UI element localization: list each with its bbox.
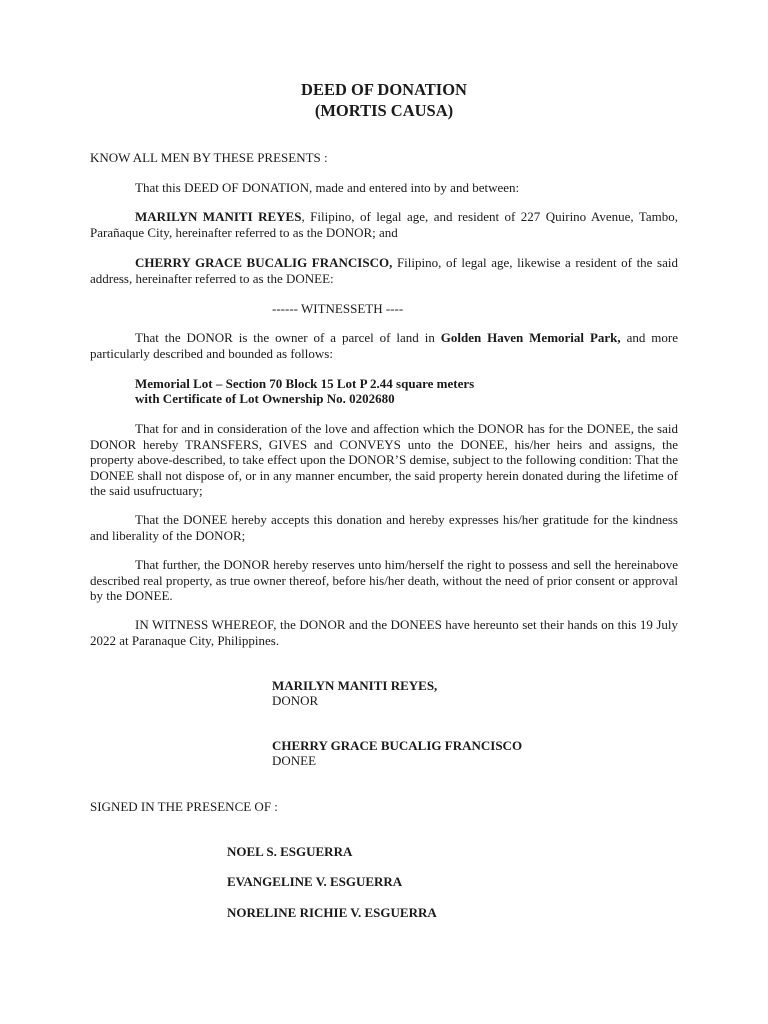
witnesseth-heading: ------ WITNESSETH ---- bbox=[272, 301, 404, 316]
witness-whereof-text: IN WITNESS WHEREOF, the DONOR and the DONEES have hereunto set their hands on this 19 July 2022 at Paranaque City, Philippines. bbox=[90, 617, 678, 648]
donee-paragraph bbox=[90, 255, 678, 286]
donee-text: Filipino, of legal age, likewise a resident of the said address, hereinafter referred to as the DONEE: bbox=[90, 255, 678, 286]
witness-name: NOEL S. ESGUERRA bbox=[227, 844, 353, 859]
acceptance-paragraph bbox=[90, 512, 678, 543]
ownership-text: That the DONOR is the owner of a parcel of land in bbox=[135, 330, 441, 345]
reservation-paragraph bbox=[90, 557, 678, 604]
signature-donor-role: DONOR bbox=[272, 693, 319, 708]
donor-paragraph bbox=[90, 209, 678, 240]
donor-name: MARILYN MANITI REYES bbox=[135, 209, 302, 224]
document-title: DEED OF DONATION bbox=[301, 80, 467, 99]
witness-name: EVANGELINE V. ESGUERRA bbox=[227, 874, 403, 889]
acceptance-text: That the DONEE hereby accepts this donation and hereby expresses his/her gratitude for the kindness and liberality of the DONOR; bbox=[90, 512, 678, 543]
document-subtitle: (MORTIS CAUSA) bbox=[314, 101, 454, 120]
signature-donee-name: CHERRY GRACE BUCALIG FRANCISCO bbox=[272, 738, 523, 753]
witness-name: NORELINE RICHIE V. ESGUERRA bbox=[227, 905, 437, 920]
reservation-text: That further, the DONOR hereby reserves unto him/herself the right to possess and sell the hereinabove described real property, as true owner thereof, before his/her death, without the need of prior consent or approval by the DONEE. bbox=[90, 557, 678, 603]
donee-name: CHERRY GRACE BUCALIG FRANCISCO, bbox=[135, 255, 393, 270]
signed-in-presence-line: SIGNED IN THE PRESENCE OF : bbox=[90, 799, 278, 814]
transfer-text: That for and in consideration of the love and affection which the DONOR has for the DONEE, the said DONOR hereby TRANSFERS, GIVES and CONVEYS unto the DONEE, his/her heirs and assigns, the property above-described, to take effect upon the DONOR’S demise, subject to the following condition: That the DONEE shall not dispose of, or in any manner encumber, the said property herein donated during the lifetime of the said usufructuary; bbox=[90, 421, 678, 498]
signature-donee-role: DONEE bbox=[272, 753, 317, 768]
witness-whereof-paragraph bbox=[90, 617, 678, 648]
property-description-line-1: Memorial Lot – Section 70 Block 15 Lot P 2.44 square meters bbox=[135, 376, 475, 391]
transfer-paragraph bbox=[90, 421, 678, 499]
ownership-paragraph bbox=[90, 330, 678, 361]
ownership-place: Golden Haven Memorial Park, bbox=[440, 330, 621, 345]
intro-paragraph: That this DEED OF DONATION, made and entered into by and between: bbox=[135, 180, 520, 195]
ownership-text-2: and more particularly described and bounded as follows: bbox=[90, 330, 678, 361]
property-description-line-2: with Certificate of Lot Ownership No. 0202680 bbox=[135, 391, 395, 406]
donor-text: , Filipino, of legal age, and resident of 227 Quirino Avenue, Tambo, Parañaque City, hereinafter referred to as the DONOR; and bbox=[90, 209, 678, 240]
signature-donor-name: MARILYN MANITI REYES, bbox=[272, 678, 438, 693]
opening-line: KNOW ALL MEN BY THESE PRESENTS : bbox=[90, 150, 328, 165]
